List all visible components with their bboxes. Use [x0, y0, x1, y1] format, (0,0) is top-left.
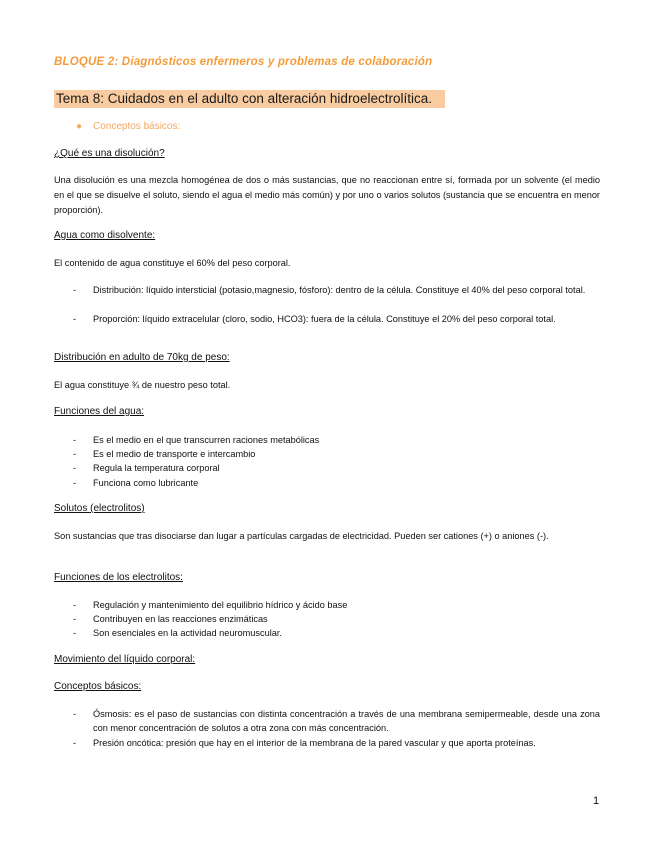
dash-marker: -: [73, 478, 77, 488]
list-item: [73, 283, 600, 297]
dash-marker: -: [73, 449, 77, 459]
paragraph-agua: El contenido de agua constituye el 60% del peso corporal.: [54, 258, 291, 268]
list-item-text: Regula la temperatura corporal: [93, 463, 220, 473]
list-item-text: Funciona como lubricante: [93, 478, 199, 488]
list-item: [73, 626, 600, 640]
heading-funciones-electrolitos: Funciones de los electrolitos:: [54, 572, 183, 583]
list-item-text: Es el medio de transporte e intercambio: [93, 449, 256, 459]
heading-movimiento: Movimiento del líquido corporal:: [54, 654, 196, 665]
list-item-text: Regulación y mantenimiento del equilibrio hídrico y ácido base: [93, 600, 348, 610]
list-item: [73, 447, 600, 461]
dash-marker: -: [73, 628, 77, 638]
heading-funciones-agua: Funciones del agua:: [54, 406, 145, 417]
list-item: [73, 736, 600, 750]
bullet-icon: ●: [76, 121, 83, 132]
list-item: [73, 707, 600, 735]
list-item-text: Contribuyen en las reacciones enzimáticas: [93, 614, 268, 624]
page-number: 1: [593, 795, 600, 807]
dash-marker: -: [73, 285, 77, 295]
heading-distribucion: Distribución en adulto de 70kg de peso:: [54, 352, 230, 363]
list-item: [73, 612, 600, 626]
dash-marker: -: [73, 314, 77, 324]
heading-disolucion: ¿Qué es una disolución?: [54, 148, 165, 159]
conceptos-basicos-label: Conceptos básicos:: [93, 121, 181, 132]
dash-marker: -: [73, 738, 77, 748]
tema-title: Tema 8: Cuidados en el adulto con alteración hidroelectrolítica.: [54, 90, 445, 108]
paragraph-solutos: Son sustancias que tras disociarse dan lugar a partículas cargadas de electricidad. Pueden ser cationes (+) o aniones (-).: [54, 531, 549, 541]
dash-marker: -: [73, 614, 77, 624]
dash-marker: -: [73, 435, 77, 445]
bloque-title: BLOQUE 2: Diagnósticos enfermeros y problemas de colaboración: [54, 56, 433, 68]
list-item: [73, 433, 600, 447]
list-item-text: Distribución: líquido intersticial (potasio,magnesio, fósforo): dentro de la célula. Constituye el 40% del peso corporal total.: [93, 285, 586, 295]
list-item: [73, 598, 600, 612]
list-item-text: Proporción: líquido extracelular (cloro, sodio, HCO3): fuera de la célula. Constituye el 20% del peso corporal total.: [93, 314, 556, 324]
dash-marker: -: [73, 463, 77, 473]
dash-marker: -: [73, 600, 77, 610]
list-item-text: Presión oncótica: presión que hay en el interior de la membrana de la pared vascular y que aporta proteínas.: [93, 738, 536, 748]
list-item: [73, 476, 600, 490]
list-item: [73, 461, 600, 475]
list-item-text: Son esenciales en la actividad neuromuscular.: [93, 628, 282, 638]
heading-solutos: Solutos (electrolitos): [54, 503, 145, 514]
heading-agua: Agua como disolvente:: [54, 230, 156, 241]
paragraph-disolucion: Una disolución es una mezcla homogénea de dos o más sustancias, que no reaccionan entre sí, formada por un solvente (el medio en el que se disuelve el soluto, siendo el agua el medio más común) y por uno o varios solutos (sustancia que se encuentra en menor proporción).: [54, 175, 600, 215]
list-item-text: Es el medio en el que transcurren raciones metabólicas: [93, 435, 320, 445]
heading-conceptos: Conceptos básicos:: [54, 681, 142, 692]
list-item-text: Ósmosis: es el paso de sustancias con distinta concentración a través de una membrana semipermeable, desde una zona con menor concentración de solutos a otra zona con más concentración.: [93, 709, 600, 733]
paragraph-distribucion: El agua constituye ¾ de nuestro peso total.: [54, 380, 231, 390]
dash-marker: -: [73, 709, 77, 719]
list-item: [73, 312, 600, 326]
